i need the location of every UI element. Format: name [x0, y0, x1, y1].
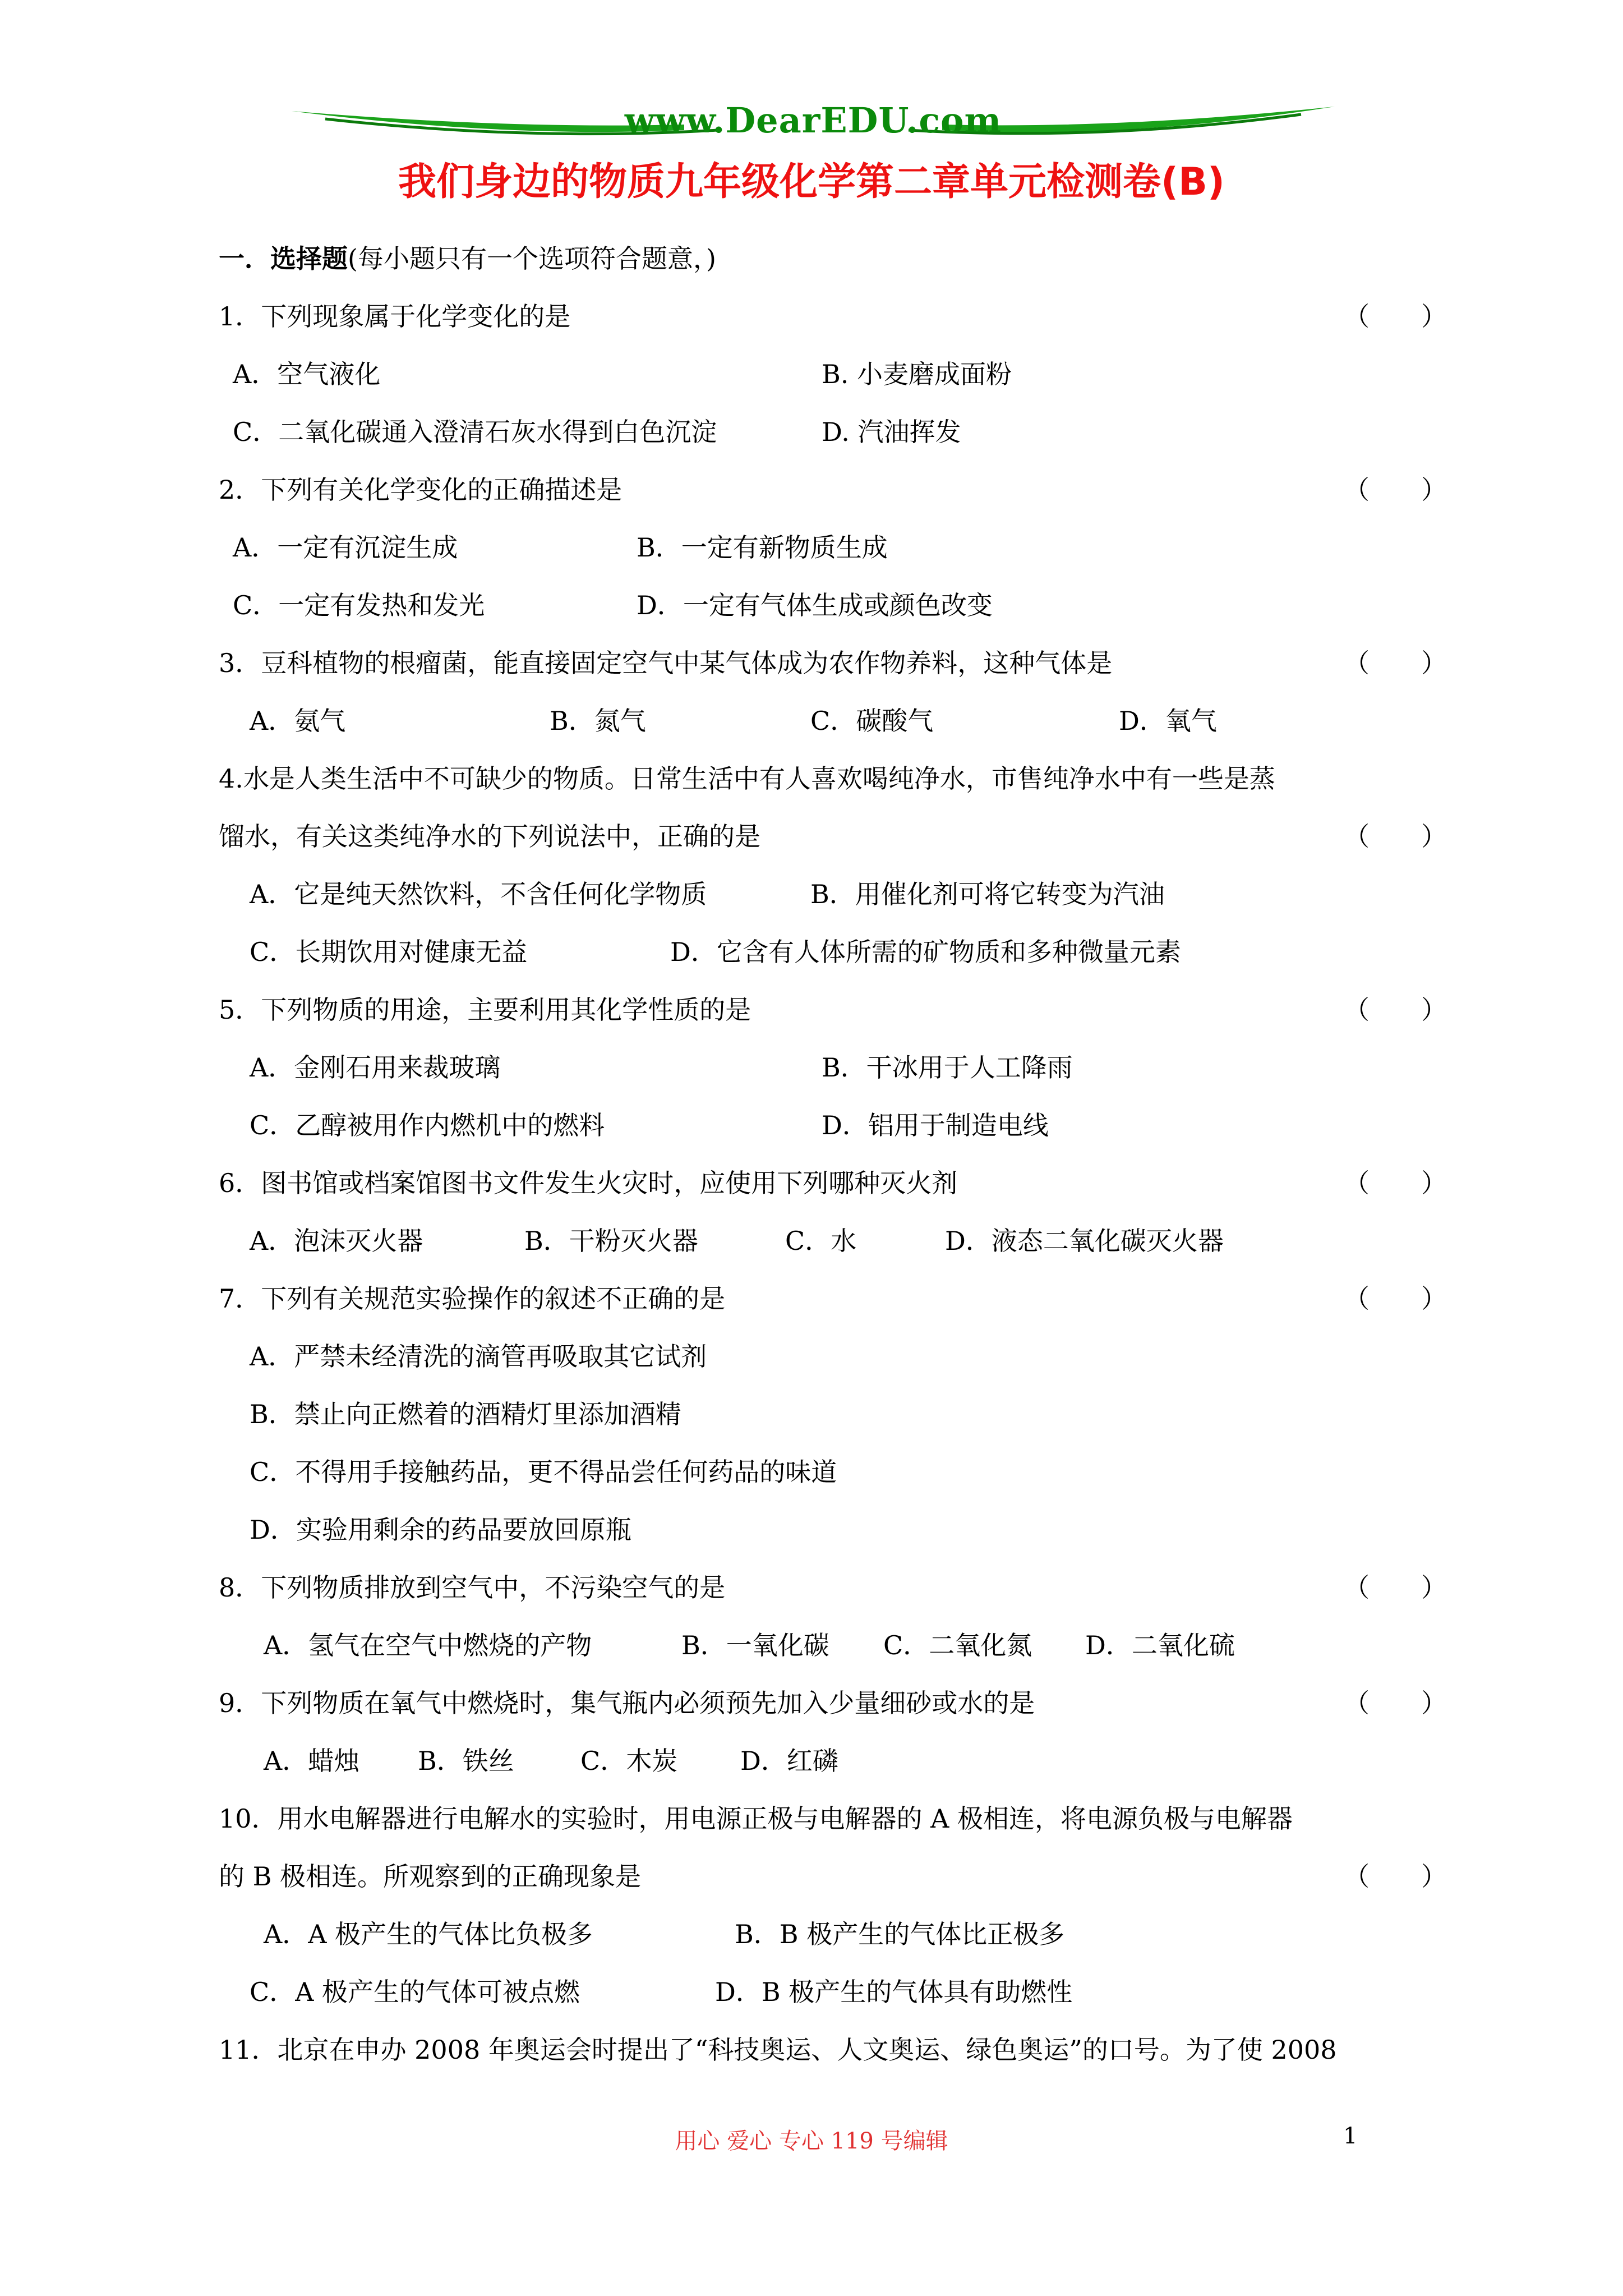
- answer-paren: （ ）: [1344, 1688, 1447, 1718]
- option: C．二氧化碳通入澄清石灰水得到白色沉淀: [233, 417, 717, 447]
- option-row: [219, 1501, 1447, 1559]
- option: B．B 极产生的气体比正极多: [735, 1919, 1065, 1949]
- exam-content: [219, 230, 1447, 2079]
- option: C．长期饮用对健康无益: [250, 937, 528, 967]
- question-stem: 10．用水电解器进行电解水的实验时，用电源正极与电解器的 A 极相连，将电源负极与电解器: [219, 1803, 1293, 1834]
- option-row: [219, 1732, 1447, 1790]
- document-title: 我们身边的物质九年级化学第二章单元检测卷(B): [398, 160, 1225, 204]
- option-row: [219, 1443, 1447, 1501]
- option: C．一定有发热和发光: [233, 590, 485, 620]
- answer-paren: （ ）: [1344, 1861, 1447, 1892]
- option-row: [219, 1039, 1447, 1097]
- option: D．它含有人体所需的矿物质和多种微量元素: [670, 937, 1181, 967]
- option-row: [219, 1212, 1447, 1270]
- option-row: [219, 1963, 1447, 2021]
- answer-paren: （ ）: [1344, 301, 1447, 332]
- option: C．水: [785, 1226, 857, 1256]
- option: B．一氧化碳: [681, 1630, 829, 1660]
- logo-text: www.DearEDU.com: [624, 100, 1002, 141]
- option: D．红磷: [740, 1746, 838, 1776]
- option: B. 小麦磨成面粉: [822, 359, 1012, 389]
- option: A．严禁未经清洗的滴管再吸取其它试剂: [250, 1341, 707, 1372]
- option: C．不得用手接触药品，更不得品尝任何药品的味道: [250, 1457, 837, 1487]
- option: D．一定有气体生成或颜色改变: [637, 590, 993, 620]
- option: C．木炭: [580, 1746, 678, 1776]
- page-footer: 用心 爱心 专心 119 号编辑: [675, 2128, 948, 2154]
- option: B．铁丝: [418, 1746, 514, 1776]
- option: A．氨气: [250, 706, 346, 736]
- section-heading: [219, 230, 1447, 288]
- question-stem: 6．图书馆或档案馆图书文件发生火灾时，应使用下列哪种灭火剂 （ ）: [219, 1154, 1447, 1212]
- option: A．空气液化: [233, 359, 381, 389]
- option: D．氧气: [1119, 706, 1217, 736]
- option: C．A 极产生的气体可被点燃: [250, 1977, 580, 2007]
- option: D．二氧化硫: [1085, 1630, 1235, 1660]
- option-row: [219, 403, 1447, 461]
- option-row: [219, 1617, 1447, 1674]
- question-stem: 8．下列物质排放到空气中，不污染空气的是 （ ）: [219, 1559, 1447, 1617]
- option: A．蜡烛: [264, 1746, 360, 1776]
- option: C．碳酸气: [810, 706, 934, 736]
- question-stem-continued: 的 B 极相连。所观察到的正确现象是 （ ）: [219, 1848, 1447, 1906]
- question-stem: 1．下列现象属于化学变化的是 （ ）: [219, 288, 1447, 346]
- question-stem: 11．北京在申办 2008 年奥运会时提出了“科技奥运、人文奥运、绿色奥运”的口号。为了使 2008: [219, 2035, 1337, 2065]
- option: A．A 极产生的气体比负极多: [264, 1919, 593, 1949]
- option: D. 汽油挥发: [822, 417, 961, 447]
- option: D．铝用于制造电线: [822, 1110, 1049, 1140]
- question-stem: 4.水是人类生活中不可缺少的物质。日常生活中有人喜欢喝纯净水，市售纯净水中有一些是蒸: [219, 763, 1275, 794]
- option-row: [219, 346, 1447, 403]
- option: D．液态二氧化碳灭火器: [945, 1226, 1224, 1256]
- option-row: [219, 577, 1447, 634]
- section-number: 一．: [219, 243, 270, 274]
- option: C．二氧化氮: [883, 1630, 1032, 1660]
- option-row: [219, 1328, 1447, 1386]
- site-logo[interactable]: [292, 90, 1335, 151]
- option: A．一定有沉淀生成: [233, 532, 458, 563]
- section-name: 选择题: [270, 243, 348, 274]
- option-row: [219, 1097, 1447, 1154]
- option: D．实验用剩余的药品要放回原瓶: [250, 1515, 631, 1545]
- question-stem-continued: 馏水，有关这类纯净水的下列说法中，正确的是 （ ）: [219, 808, 1447, 866]
- answer-paren: （ ）: [1344, 821, 1447, 852]
- option: B．干粉灭火器: [524, 1226, 698, 1256]
- option: D．B 极产生的气体具有助燃性: [715, 1977, 1073, 2007]
- answer-paren: （ ）: [1344, 648, 1447, 678]
- question-stem: 3．豆科植物的根瘤菌，能直接固定空气中某气体成为农作物养料，这种气体是 （ ）: [219, 634, 1447, 692]
- question-stem: 7．下列有关规范实验操作的叙述不正确的是 （ ）: [219, 1270, 1447, 1328]
- option-row: [219, 1906, 1447, 1963]
- option: A．泡沫灭火器: [250, 1226, 423, 1256]
- answer-paren: （ ）: [1344, 1283, 1447, 1314]
- question-stem: 5．下列物质的用途，主要利用其化学性质的是 （ ）: [219, 981, 1447, 1039]
- option-row: [219, 1386, 1447, 1443]
- answer-paren: （ ）: [1344, 1572, 1447, 1603]
- question-stem: 9．下列物质在氧气中燃烧时，集气瓶内必须预先加入少量细砂或水的是 （ ）: [219, 1674, 1447, 1732]
- page-number: 1: [1343, 2123, 1358, 2149]
- answer-paren: （ ）: [1344, 475, 1447, 505]
- option: B．用催化剂可将它转变为汽油: [810, 879, 1165, 909]
- answer-paren: （ ）: [1344, 1168, 1447, 1198]
- option: B．禁止向正燃着的酒精灯里添加酒精: [250, 1399, 681, 1429]
- option-row: [219, 519, 1447, 577]
- option: B．氮气: [550, 706, 646, 736]
- option: A．金刚石用来裁玻璃: [250, 1052, 501, 1083]
- option: C．乙醇被用作内燃机中的燃料: [250, 1110, 605, 1140]
- option: B．干冰用于人工降雨: [822, 1052, 1073, 1083]
- option-row: [219, 692, 1447, 750]
- option-row: [219, 866, 1447, 923]
- answer-paren: （ ）: [1344, 995, 1447, 1025]
- option: A．它是纯天然饮料，不含任何化学物质: [250, 879, 707, 909]
- option: B．一定有新物质生成: [637, 532, 888, 563]
- question-stem: 2．下列有关化学变化的正确描述是 （ ）: [219, 461, 1447, 519]
- option: A．氢气在空气中燃烧的产物: [264, 1630, 592, 1660]
- option-row: [219, 923, 1447, 981]
- section-note: (每小题只有一个选项符合题意，): [348, 243, 716, 274]
